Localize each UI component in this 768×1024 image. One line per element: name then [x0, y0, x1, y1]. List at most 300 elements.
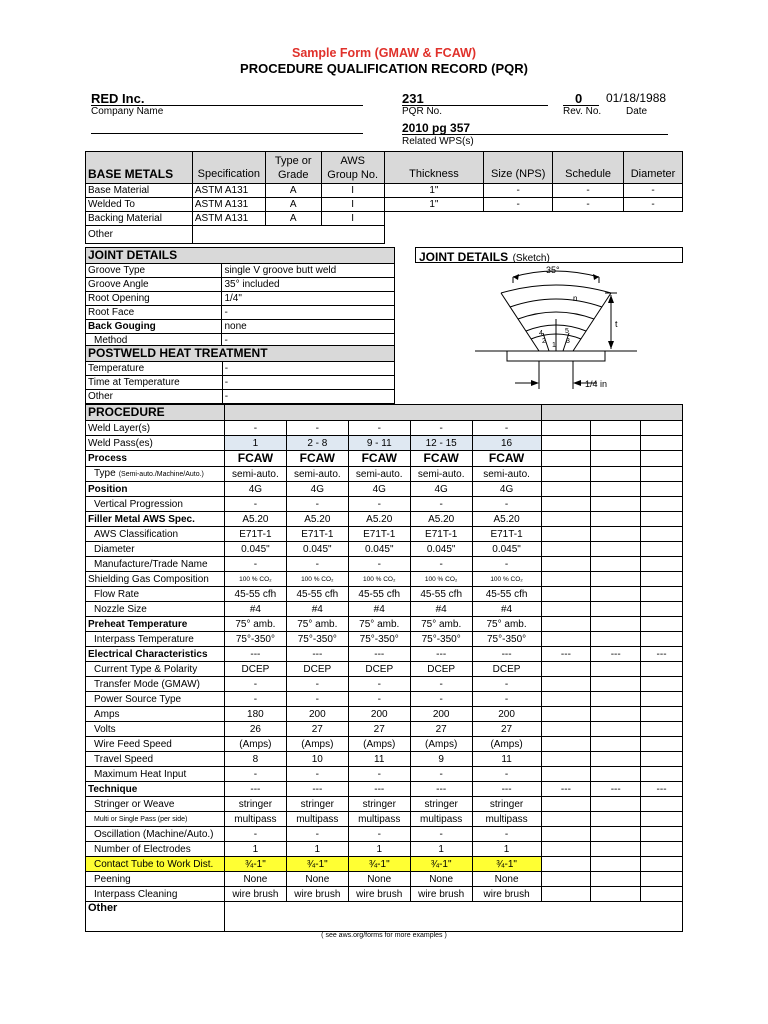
cell-pass-5[interactable]: 75°-350°: [472, 632, 541, 647]
cell-pass-3[interactable]: (Amps): [348, 737, 410, 752]
cell-pass-2[interactable]: -: [286, 421, 348, 436]
cell-extra-2[interactable]: [591, 482, 641, 497]
cell-pass-2[interactable]: -: [286, 767, 348, 782]
cell-pass-1[interactable]: ---: [224, 782, 286, 797]
cell-extra-3[interactable]: [641, 692, 683, 707]
cell-extra-3[interactable]: [641, 827, 683, 842]
pwht-title: POSTWELD HEAT TREATMENT: [86, 346, 395, 362]
cell-pass-5[interactable]: -: [472, 497, 541, 512]
cell-pass-3[interactable]: DCEP: [348, 662, 410, 677]
cell-pass-1[interactable]: ¾-1": [224, 857, 286, 872]
cell-pass-4[interactable]: semi-auto.: [410, 467, 472, 482]
cell-extra-2[interactable]: [591, 572, 641, 587]
cell-extra-2[interactable]: [591, 812, 641, 827]
cell-pass-4[interactable]: None: [410, 872, 472, 887]
cell-extra-3[interactable]: [641, 497, 683, 512]
cell-pass-4[interactable]: 75° amb.: [410, 617, 472, 632]
cell-pass-3[interactable]: A5.20: [348, 512, 410, 527]
cell-pass-5[interactable]: -: [472, 677, 541, 692]
cell-extra-2[interactable]: [591, 752, 641, 767]
cell-extra-2[interactable]: [591, 587, 641, 602]
cell-pass-3[interactable]: semi-auto.: [348, 467, 410, 482]
cell-pass-2[interactable]: E71T-1: [286, 527, 348, 542]
cell-size[interactable]: -: [484, 198, 553, 212]
cell-extra-3[interactable]: [641, 752, 683, 767]
cell-other[interactable]: [192, 226, 384, 244]
cell-extra-2[interactable]: [591, 767, 641, 782]
cell-pass-2[interactable]: A5.20: [286, 512, 348, 527]
cell-pass-3[interactable]: 200: [348, 707, 410, 722]
cell-pass-5[interactable]: None: [472, 872, 541, 887]
cell-extra-3[interactable]: [641, 707, 683, 722]
cell-extra-2[interactable]: [591, 467, 641, 482]
cell-pass-5[interactable]: semi-auto.: [472, 467, 541, 482]
cell-extra-3[interactable]: [641, 737, 683, 752]
cell-pass-4[interactable]: A5.20: [410, 512, 472, 527]
cell-pass-1[interactable]: -: [224, 557, 286, 572]
cell-extra-2[interactable]: [591, 542, 641, 557]
cell-pass-1[interactable]: 4G: [224, 482, 286, 497]
cell-extra-2[interactable]: [591, 436, 641, 451]
cell-extra-1[interactable]: [541, 467, 591, 482]
cell-pass-5[interactable]: stringer: [472, 797, 541, 812]
cell-pass-4[interactable]: -: [410, 692, 472, 707]
cell-pass-1[interactable]: A5.20: [224, 512, 286, 527]
cell-pass-4[interactable]: DCEP: [410, 662, 472, 677]
cell-extra-1[interactable]: [541, 722, 591, 737]
cell-pass-2[interactable]: multipass: [286, 812, 348, 827]
cell-extra-3[interactable]: [641, 482, 683, 497]
cell-extra-2[interactable]: [591, 707, 641, 722]
cell-pass-5[interactable]: -: [472, 692, 541, 707]
cell-pass-3[interactable]: 45-55 cfh: [348, 587, 410, 602]
related-wps-value: 2010 pg 357: [402, 121, 471, 135]
pqr-no-label: PQR No.: [402, 106, 443, 117]
company-address-underline: [91, 133, 363, 134]
cell-pass-4[interactable]: -: [410, 827, 472, 842]
cell-pass-2[interactable]: 75° amb.: [286, 617, 348, 632]
cell-pass-4[interactable]: (Amps): [410, 737, 472, 752]
cell-extra-2[interactable]: [591, 842, 641, 857]
cell-diameter[interactable]: -: [624, 198, 683, 212]
cell-extra-2[interactable]: [591, 692, 641, 707]
cell-extra-3[interactable]: [641, 842, 683, 857]
cell-pass-2[interactable]: semi-auto.: [286, 467, 348, 482]
cell-value[interactable]: -: [222, 306, 395, 320]
cell-extra-3[interactable]: [641, 512, 683, 527]
cell-pass-1[interactable]: -: [224, 497, 286, 512]
cell-pass-3[interactable]: 27: [348, 722, 410, 737]
cell-pass-5[interactable]: -: [472, 827, 541, 842]
cell-thickness[interactable]: 1": [384, 184, 484, 198]
cell-pass-1[interactable]: ---: [224, 647, 286, 662]
cell-pass-2[interactable]: 4G: [286, 482, 348, 497]
cell-pass-3[interactable]: 0.045": [348, 542, 410, 557]
cell-spec[interactable]: ASTM A131: [192, 212, 265, 226]
cell-pass-5[interactable]: 0.045": [472, 542, 541, 557]
cell-pass-5[interactable]: multipass: [472, 812, 541, 827]
cell-pass-5[interactable]: 75° amb.: [472, 617, 541, 632]
cell-pass-1[interactable]: 75° amb.: [224, 617, 286, 632]
cell-pass-2[interactable]: stringer: [286, 797, 348, 812]
cell-pass-2[interactable]: 2 - 8: [286, 436, 348, 451]
cell-pass-2[interactable]: -: [286, 692, 348, 707]
cell-pass-4[interactable]: 12 - 15: [410, 436, 472, 451]
cell-pass-1[interactable]: -: [224, 677, 286, 692]
cell-pass-4[interactable]: wire brush: [410, 887, 472, 902]
cell-pass-2[interactable]: None: [286, 872, 348, 887]
cell-pass-3[interactable]: -: [348, 692, 410, 707]
cell-pass-2[interactable]: -: [286, 677, 348, 692]
cell-pass-3[interactable]: None: [348, 872, 410, 887]
cell-pass-5[interactable]: wire brush: [472, 887, 541, 902]
cell-pass-4[interactable]: stringer: [410, 797, 472, 812]
cell-extra-3[interactable]: [641, 542, 683, 557]
cell-pass-1[interactable]: -: [224, 692, 286, 707]
cell-extra-2[interactable]: [591, 677, 641, 692]
table-row: [86, 737, 683, 752]
cell-extra-2[interactable]: [591, 872, 641, 887]
cell-pass-3[interactable]: -: [348, 421, 410, 436]
cell-pass-1[interactable]: semi-auto.: [224, 467, 286, 482]
cell-pass-5[interactable]: FCAW: [472, 451, 541, 467]
cell-pass-1[interactable]: 1: [224, 842, 286, 857]
cell-pass-1[interactable]: 8: [224, 752, 286, 767]
cell-extra-1[interactable]: [541, 542, 591, 557]
cell-extra-3[interactable]: [641, 887, 683, 902]
cell-extra-2[interactable]: [591, 602, 641, 617]
cell-extra-2[interactable]: [591, 722, 641, 737]
cell-extra-3[interactable]: [641, 857, 683, 872]
cell-extra-3[interactable]: [641, 421, 683, 436]
cell-extra-1[interactable]: [541, 662, 591, 677]
cell-pass-4[interactable]: ¾-1": [410, 857, 472, 872]
cell-value[interactable]: 35° included: [222, 278, 395, 292]
cell-pass-5[interactable]: A5.20: [472, 512, 541, 527]
row-label: Weld Layer(s): [86, 421, 225, 436]
cell-pass-1[interactable]: None: [224, 872, 286, 887]
cell-pass-3[interactable]: 100 % CO₂: [348, 572, 410, 587]
cell-aws[interactable]: I: [321, 184, 384, 198]
cell-value[interactable]: -: [222, 376, 394, 390]
cell-extra-3[interactable]: [641, 451, 683, 467]
cell-pass-2[interactable]: ---: [286, 782, 348, 797]
cell-pass-3[interactable]: -: [348, 497, 410, 512]
cell-extra-3[interactable]: [641, 722, 683, 737]
pass-label-1: 1: [552, 342, 556, 349]
cell-pass-2[interactable]: DCEP: [286, 662, 348, 677]
cell-extra-2[interactable]: [591, 421, 641, 436]
cell-pass-3[interactable]: -: [348, 677, 410, 692]
cell-pass-2[interactable]: 27: [286, 722, 348, 737]
cell-extra-1[interactable]: [541, 587, 591, 602]
cell-extra-3[interactable]: [641, 467, 683, 482]
cell-pass-1[interactable]: 75°-350°: [224, 632, 286, 647]
cell-type[interactable]: A: [265, 184, 321, 198]
cell-extra-2[interactable]: [591, 797, 641, 812]
cell-pass-2[interactable]: 100 % CO₂: [286, 572, 348, 587]
row-label: Peening: [86, 872, 225, 887]
cell-pass-3[interactable]: -: [348, 557, 410, 572]
cell-pass-2[interactable]: -: [286, 557, 348, 572]
cell-extra-2[interactable]: [591, 512, 641, 527]
cell-extra-1[interactable]: [541, 482, 591, 497]
cell-extra-2[interactable]: [591, 887, 641, 902]
cell-extra-2[interactable]: ---: [591, 647, 641, 662]
cell-pass-4[interactable]: 45-55 cfh: [410, 587, 472, 602]
cell-extra-2[interactable]: ---: [591, 782, 641, 797]
cell-pass-1[interactable]: (Amps): [224, 737, 286, 752]
cell-pass-5[interactable]: ---: [472, 782, 541, 797]
cell-pass-4[interactable]: 75°-350°: [410, 632, 472, 647]
cell-diameter[interactable]: -: [624, 184, 683, 198]
cell-extra-2[interactable]: [591, 827, 641, 842]
cell-pass-1[interactable]: -: [224, 421, 286, 436]
cell-pass-1[interactable]: wire brush: [224, 887, 286, 902]
cell-pass-5[interactable]: DCEP: [472, 662, 541, 677]
cell-extra-1[interactable]: [541, 692, 591, 707]
cell-pass-5[interactable]: -: [472, 767, 541, 782]
cell-pass-1[interactable]: 180: [224, 707, 286, 722]
cell-pass-2[interactable]: FCAW: [286, 451, 348, 467]
cell-pass-4[interactable]: 1: [410, 842, 472, 857]
cell-extra-3[interactable]: [641, 677, 683, 692]
cell-pass-3[interactable]: 9 - 11: [348, 436, 410, 451]
cell-extra-2[interactable]: [591, 451, 641, 467]
cell-pass-2[interactable]: 0.045": [286, 542, 348, 557]
cell-pass-5[interactable]: 27: [472, 722, 541, 737]
cell-pass-3[interactable]: ---: [348, 647, 410, 662]
cell-pass-5[interactable]: ¾-1": [472, 857, 541, 872]
cell-pass-1[interactable]: 26: [224, 722, 286, 737]
cell-extra-1[interactable]: [541, 812, 591, 827]
cell-extra-1[interactable]: [541, 752, 591, 767]
cell-pass-2[interactable]: 75°-350°: [286, 632, 348, 647]
cell-extra-2[interactable]: [591, 527, 641, 542]
cell-extra-3[interactable]: ---: [641, 647, 683, 662]
cell-extra-1[interactable]: [541, 421, 591, 436]
cell-pass-1[interactable]: 0.045": [224, 542, 286, 557]
cell-pass-5[interactable]: 100 % CO₂: [472, 572, 541, 587]
cell-thickness[interactable]: 1": [384, 198, 484, 212]
cell-pass-3[interactable]: 75°-350°: [348, 632, 410, 647]
cell-pass-1[interactable]: 45-55 cfh: [224, 587, 286, 602]
cell-pass-3[interactable]: FCAW: [348, 451, 410, 467]
cell-extra-3[interactable]: ---: [641, 782, 683, 797]
cell-pass-5[interactable]: 4G: [472, 482, 541, 497]
cell-pass-1[interactable]: -: [224, 827, 286, 842]
cell-pass-5[interactable]: -: [472, 557, 541, 572]
cell-pass-4[interactable]: 200: [410, 707, 472, 722]
cell-extra-3[interactable]: [641, 767, 683, 782]
cell-extra-3[interactable]: [641, 632, 683, 647]
cell-aws[interactable]: I: [321, 198, 384, 212]
cell-schedule[interactable]: -: [553, 198, 624, 212]
cell-extra-3[interactable]: [641, 557, 683, 572]
cell-pass-5[interactable]: #4: [472, 602, 541, 617]
cell-pass-4[interactable]: #4: [410, 602, 472, 617]
cell-extra-2[interactable]: [591, 737, 641, 752]
cell-extra-3[interactable]: [641, 527, 683, 542]
cell-size[interactable]: -: [484, 184, 553, 198]
cell-pass-3[interactable]: -: [348, 767, 410, 782]
cell-extra-3[interactable]: [641, 872, 683, 887]
cell-extra-1[interactable]: [541, 677, 591, 692]
col-type-grade: Type or Grade: [265, 152, 321, 184]
cell-pass-2[interactable]: 1: [286, 842, 348, 857]
cell-pass-4[interactable]: -: [410, 557, 472, 572]
cell-value[interactable]: -: [222, 334, 395, 348]
cell-spec[interactable]: ASTM A131: [192, 184, 265, 198]
cell-extra-1[interactable]: [541, 497, 591, 512]
cell-extra-1[interactable]: [541, 632, 591, 647]
cell-pass-5[interactable]: 45-55 cfh: [472, 587, 541, 602]
cell-schedule[interactable]: -: [553, 184, 624, 198]
cell-extra-1[interactable]: [541, 617, 591, 632]
cell-extra-1[interactable]: [541, 451, 591, 467]
cell-pass-4[interactable]: 27: [410, 722, 472, 737]
cell-extra-1[interactable]: [541, 857, 591, 872]
cell-extra-1[interactable]: [541, 557, 591, 572]
cell-pass-2[interactable]: 10: [286, 752, 348, 767]
cell-pass-4[interactable]: -: [410, 767, 472, 782]
cell-value[interactable]: 1/4": [222, 292, 395, 306]
cell-type[interactable]: A: [265, 212, 321, 226]
cell-pass-2[interactable]: 45-55 cfh: [286, 587, 348, 602]
sketch-subtitle: (Sketch): [512, 253, 550, 264]
cell-pass-4[interactable]: E71T-1: [410, 527, 472, 542]
cell-pass-2[interactable]: #4: [286, 602, 348, 617]
cell-pass-5[interactable]: -: [472, 421, 541, 436]
cell-pass-1[interactable]: E71T-1: [224, 527, 286, 542]
cell-extra-1[interactable]: [541, 707, 591, 722]
cell-pass-2[interactable]: wire brush: [286, 887, 348, 902]
cell-extra-3[interactable]: [641, 587, 683, 602]
cell-extra-3[interactable]: [641, 602, 683, 617]
cell-value[interactable]: single V groove butt weld: [222, 264, 395, 278]
cell-pass-3[interactable]: multipass: [348, 812, 410, 827]
cell-value[interactable]: none: [222, 320, 395, 334]
cell-value[interactable]: -: [222, 390, 394, 404]
cell-extra-1[interactable]: [541, 602, 591, 617]
cell-pass-4[interactable]: -: [410, 497, 472, 512]
cell-pass-3[interactable]: 75° amb.: [348, 617, 410, 632]
pass-label-3: 3: [566, 338, 570, 345]
cell-pass-3[interactable]: ---: [348, 782, 410, 797]
cell-extra-1[interactable]: [541, 872, 591, 887]
row-label: Wire Feed Speed: [86, 737, 225, 752]
cell-extra-3[interactable]: [641, 617, 683, 632]
cell-extra-3[interactable]: [641, 812, 683, 827]
cell-spec[interactable]: ASTM A131: [192, 198, 265, 212]
cell-pass-2[interactable]: 200: [286, 707, 348, 722]
cell-extra-1[interactable]: [541, 512, 591, 527]
cell-pass-1[interactable]: #4: [224, 602, 286, 617]
cell-extra-1[interactable]: [541, 827, 591, 842]
cell-pass-4[interactable]: multipass: [410, 812, 472, 827]
cell-pass-4[interactable]: ---: [410, 782, 472, 797]
cell-pass-1[interactable]: multipass: [224, 812, 286, 827]
cell-pass-2[interactable]: ¾-1": [286, 857, 348, 872]
cell-extra-1[interactable]: [541, 436, 591, 451]
cell-pass-1[interactable]: 1: [224, 436, 286, 451]
cell-extra-2[interactable]: [591, 557, 641, 572]
cell-extra-1[interactable]: [541, 737, 591, 752]
cell-pass-1[interactable]: stringer: [224, 797, 286, 812]
cell-extra-1[interactable]: [541, 887, 591, 902]
cell-pass-3[interactable]: 4G: [348, 482, 410, 497]
cell-value[interactable]: -: [222, 362, 394, 376]
cell-pass-2[interactable]: (Amps): [286, 737, 348, 752]
cell-pass-3[interactable]: -: [348, 827, 410, 842]
cell-pass-3[interactable]: wire brush: [348, 887, 410, 902]
date-value: 01/18/1988: [606, 91, 667, 105]
cell-pass-4[interactable]: -: [410, 677, 472, 692]
cell-pass-4[interactable]: 0.045": [410, 542, 472, 557]
cell-pass-5[interactable]: 16: [472, 436, 541, 451]
cell-extra-3[interactable]: [641, 572, 683, 587]
cell-extra-2[interactable]: [591, 632, 641, 647]
cell-extra-2[interactable]: [591, 497, 641, 512]
cell-pass-4[interactable]: 9: [410, 752, 472, 767]
cell-pass-1[interactable]: 100 % CO₂: [224, 572, 286, 587]
cell-pass-1[interactable]: -: [224, 767, 286, 782]
cell-extra-2[interactable]: [591, 617, 641, 632]
row-label: Weld Pass(es): [86, 436, 225, 451]
table-row: [86, 497, 683, 512]
cell-extra-3[interactable]: [641, 662, 683, 677]
cell-pass-5[interactable]: 1: [472, 842, 541, 857]
cell-extra-1[interactable]: [541, 797, 591, 812]
cell-pass-4[interactable]: FCAW: [410, 451, 472, 467]
cell-extra-3[interactable]: [641, 797, 683, 812]
cell-pass-3[interactable]: #4: [348, 602, 410, 617]
cell-pass-4[interactable]: -: [410, 421, 472, 436]
cell-pass-4[interactable]: 4G: [410, 482, 472, 497]
cell-pass-5[interactable]: ---: [472, 647, 541, 662]
cell-pass-5[interactable]: 200: [472, 707, 541, 722]
cell-pass-2[interactable]: -: [286, 497, 348, 512]
cell-type[interactable]: A: [265, 198, 321, 212]
cell-pass-3[interactable]: 11: [348, 752, 410, 767]
cell-pass-4[interactable]: ---: [410, 647, 472, 662]
cell-extra-1[interactable]: [541, 842, 591, 857]
cell-extra-1[interactable]: [541, 572, 591, 587]
cell-pass-2[interactable]: ---: [286, 647, 348, 662]
cell-aws[interactable]: I: [321, 212, 384, 226]
cell-pass-3[interactable]: E71T-1: [348, 527, 410, 542]
procedure-title-fill-right: [541, 405, 682, 421]
cell-pass-3[interactable]: stringer: [348, 797, 410, 812]
cell-extra-2[interactable]: [591, 857, 641, 872]
cell-extra-1[interactable]: [541, 527, 591, 542]
other-value[interactable]: [224, 902, 682, 932]
cell-pass-1[interactable]: FCAW: [224, 451, 286, 467]
cell-pass-3[interactable]: 1: [348, 842, 410, 857]
cell-pass-1[interactable]: DCEP: [224, 662, 286, 677]
cell-pass-4[interactable]: 100 % CO₂: [410, 572, 472, 587]
cell-pass-5[interactable]: 11: [472, 752, 541, 767]
cell-pass-2[interactable]: -: [286, 827, 348, 842]
cell-extra-2[interactable]: [591, 662, 641, 677]
cell-pass-3[interactable]: ¾-1": [348, 857, 410, 872]
cell-extra-1[interactable]: ---: [541, 782, 591, 797]
cell-pass-5[interactable]: (Amps): [472, 737, 541, 752]
cell-extra-3[interactable]: [641, 436, 683, 451]
cell-extra-1[interactable]: [541, 767, 591, 782]
cell-extra-1[interactable]: ---: [541, 647, 591, 662]
cell-pass-5[interactable]: E71T-1: [472, 527, 541, 542]
